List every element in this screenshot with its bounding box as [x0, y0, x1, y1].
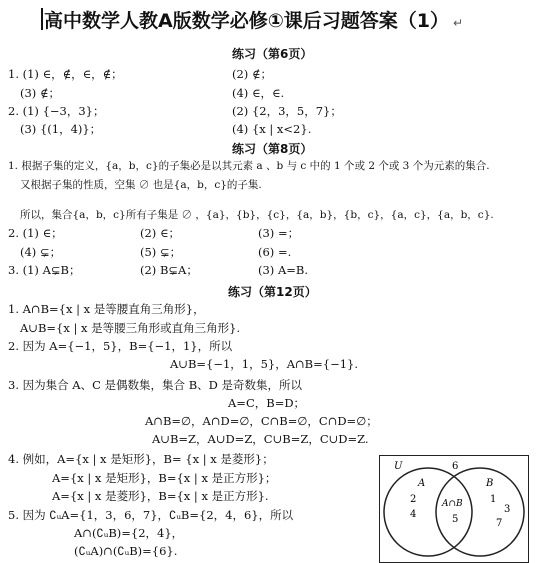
venn-circles: [380, 456, 527, 561]
section-heading-p8: 练习（第8页）: [232, 142, 313, 156]
p12-line-14: (∁ᵤA)∩(∁ᵤB)={6}.: [74, 544, 178, 558]
text-cursor: [41, 8, 43, 30]
p12-line-4: A∪B={−1，1，5}，A∩B={−1}.: [170, 357, 359, 371]
venn-value-2: 2: [410, 494, 417, 505]
p8-q3-c1: 3. (1) A⊊B；: [8, 263, 81, 277]
p6-line-3b: (2) {2，3，5，7}；: [232, 104, 342, 118]
venn-value-7: 7: [496, 518, 503, 529]
p6-line-1a: 1. (1) ∈，∉，∈，∉；: [8, 67, 123, 81]
p6-line-2a: (3) ∉；: [20, 86, 60, 100]
p8-q2-r2-c1: (4) ⊊；: [20, 245, 62, 259]
p8-q3-c2: (2) B⊊A；: [140, 263, 198, 277]
venn-label-u: U: [394, 461, 403, 472]
p12-line-11: A={x | x 是菱形}，B={x | x 是正方形}.: [52, 489, 269, 503]
p12-line-8: A∪B=Z，A∪D=Z，C∪B=Z，C∪D=Z.: [152, 432, 369, 446]
p8-q2-r1-c2: (2) ∈；: [140, 226, 180, 240]
p12-line-5: 3. 因为集合 A、C 是偶数集，集合 B、D 是奇数集，所以: [8, 378, 303, 392]
p8-q3-c3: (3) A=B.: [258, 263, 308, 277]
p8-q2-r2-c2: (5) ⊊；: [140, 245, 182, 259]
p6-line-4a: (3) {(1，4)}；: [20, 122, 102, 136]
p12-line-1: 1. A∩B={x | x 是等腰直角三角形}，: [8, 302, 205, 316]
p8-line-1: 1. 根据子集的定义，{a，b，c}的子集必是以其元素 a 、b 与 c 中的 1 个或 2 个或 3 个为元素的集合.: [8, 160, 490, 172]
venn-label-a: A: [418, 478, 426, 489]
p8-q2-r2-c3: (6) =.: [258, 245, 292, 259]
p8-line-3: 所以，集合{a，b，c}所有子集是 ∅ ，{a}，{b}，{c}，{a，b}，{b，c}，{a，c}，{a，b，c}.: [20, 209, 494, 221]
set-b-circle: [436, 468, 524, 556]
p6-line-2b: (4) ∈，∈.: [232, 86, 285, 100]
venn-diagram: [379, 455, 529, 563]
p12-line-9: 4. 例如，A={x | x 是矩形}，B= {x | x 是菱形}；: [8, 452, 274, 466]
p6-line-1b: (2) ∉；: [232, 67, 272, 81]
p12-line-12: 5. 因为 ∁ᵤA={1，3，6，7}，∁ᵤB={2，4，6}，所以: [8, 508, 294, 522]
venn-value-5: 5: [452, 514, 459, 525]
p12-line-10: A={x | x 是矩形}，B={x | x 是正方形}；: [52, 471, 277, 485]
p8-q2-r1-c3: (3) =；: [258, 226, 300, 240]
return-mark: ↵: [453, 16, 464, 30]
venn-value-4: 4: [410, 509, 417, 520]
p12-line-6: A=C，B=D；: [228, 396, 306, 410]
p12-line-13: A∩(∁ᵤB)={2，4}，: [74, 526, 184, 540]
venn-value-3: 3: [504, 504, 511, 515]
p6-line-3a: 2. (1) {−3，3}；: [8, 104, 105, 118]
section-heading-p12: 练习（第12页）: [228, 285, 317, 299]
section-heading-p6: 练习（第6页）: [232, 47, 313, 61]
p8-line-2: 又根据子集的性质，空集 ∅ 也是{a，b，c}的子集.: [20, 179, 262, 191]
venn-label-intersection: A∩B: [442, 499, 463, 509]
p8-q2-r1-c1: 2. (1) ∈；: [8, 226, 63, 240]
page-title: 高中数学人教A版数学必修①课后习题答案（1） ↵: [44, 10, 464, 32]
venn-value-1: 1: [490, 494, 497, 505]
p12-line-2: A∪B={x | x 是等腰三角形或直角三角形}.: [20, 321, 241, 335]
venn-label-b: B: [486, 478, 494, 489]
venn-value-6: 6: [452, 461, 459, 472]
p12-line-7: A∩B=∅，A∩D=∅，C∩B=∅，C∩D=∅；: [145, 414, 378, 428]
p6-line-4b: (4) {x | x<2}.: [232, 122, 312, 136]
set-a-circle: [384, 468, 472, 556]
p12-line-3: 2. 因为 A={−1，5}，B={−1，1}，所以: [8, 339, 233, 353]
